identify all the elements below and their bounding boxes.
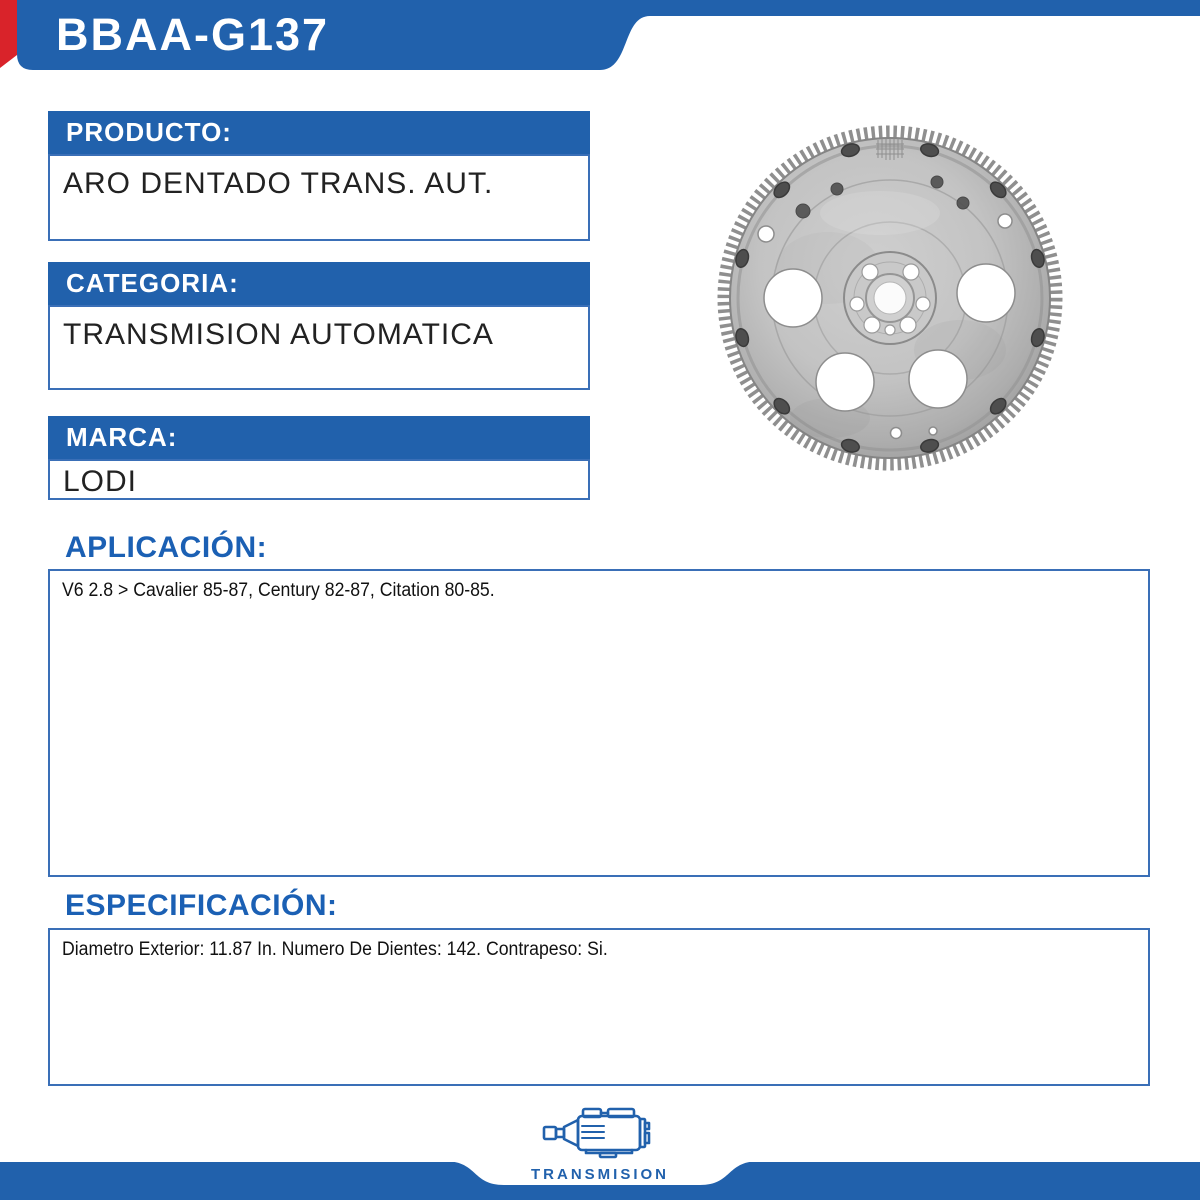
marca-label: MARCA: xyxy=(66,422,178,452)
center-hub xyxy=(844,252,936,344)
flexplate-photo xyxy=(710,118,1070,478)
marca-value: LODI xyxy=(63,465,138,498)
transmission-icon xyxy=(538,1096,668,1166)
especificacion-heading: ESPECIFICACIÓN: xyxy=(65,889,338,922)
categoria-header-bar xyxy=(48,262,590,305)
especificacion-box xyxy=(48,928,1150,1086)
especificacion-text: Diametro Exterior: 11.87 In. Numero De Dientes: 142. Contrapeso: Si. xyxy=(62,939,608,960)
red-accent xyxy=(0,0,17,68)
producto-header-bar xyxy=(48,111,590,154)
categoria-value-box xyxy=(48,305,590,390)
aplicacion-text: V6 2.8 > Cavalier 85-87, Century 82-87, Citation 80-85. xyxy=(62,580,495,601)
producto-label: PRODUCTO: xyxy=(66,117,232,147)
marca-value-box xyxy=(48,459,590,500)
aplicacion-box xyxy=(48,569,1150,877)
transmission-label: TRANSMISION xyxy=(531,1166,669,1183)
categoria-value: TRANSMISION AUTOMATICA xyxy=(63,318,494,351)
producto-value-box xyxy=(48,154,590,241)
producto-value: ARO DENTADO TRANS. AUT. xyxy=(63,167,494,200)
aplicacion-heading: APLICACIÓN: xyxy=(65,531,268,564)
part-number-title: BBAA-G137 xyxy=(56,9,330,60)
categoria-label: CATEGORIA: xyxy=(66,268,239,298)
marca-header-bar xyxy=(48,416,590,459)
